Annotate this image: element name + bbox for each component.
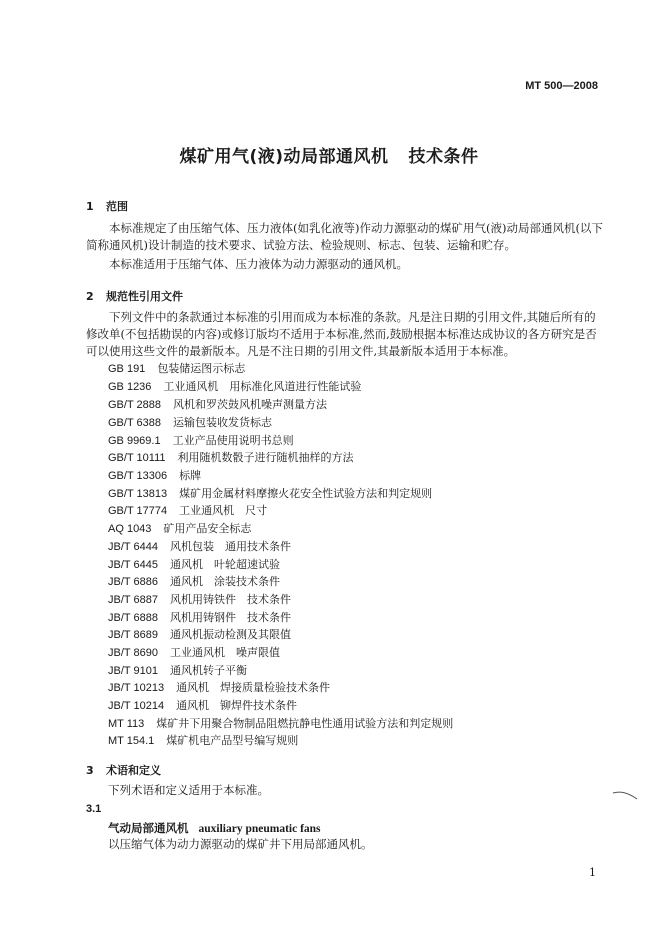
document-title xyxy=(0,142,658,167)
reference-item: JB/T 6444 风机包装 通用技术条件 xyxy=(108,540,291,553)
reference-item: JB/T 6888 风机用铸钢件 技术条件 xyxy=(108,611,291,624)
reference-item: JB/T 10213 通风机 焊接质量检验技术条件 xyxy=(108,681,331,694)
reference-item: GB/T 13306 标牌 xyxy=(108,469,202,482)
reference-item: GB/T 6388 运输包装收发货标志 xyxy=(108,416,272,429)
reference-item: MT 113 煤矿井下用聚合物制品阻燃抗静电性通用试验方法和判定规则 xyxy=(108,717,454,730)
reference-item: JB/T 8689 通风机振动检测及其限值 xyxy=(108,628,291,641)
reference-item: JB/T 6887 风机用铸铁件 技术条件 xyxy=(108,593,291,606)
section-2-heading: 2 规范性引用文件 xyxy=(86,290,183,303)
reference-item: JB/T 10214 通风机 铆焊件技术条件 xyxy=(108,699,298,712)
reference-item: GB 9969.1 工业产品使用说明书总则 xyxy=(108,434,294,447)
term-name xyxy=(108,820,321,836)
section-1-heading: 1 范围 xyxy=(86,200,128,213)
title-main: 煤矿用气(液)动局部通风机 xyxy=(179,147,389,167)
reference-item: JB/T 6445 通风机 叶轮超速试验 xyxy=(108,558,280,571)
reference-item: GB 1236 工业通风机 用标准化风道进行性能试验 xyxy=(108,380,362,393)
standard-code: MT 500—2008 xyxy=(525,80,598,92)
term-definition: 以压缩气体为动力源驱动的煤矿井下用局部通风机。 xyxy=(108,837,373,851)
reference-item: GB/T 10111 利用随机数骰子进行随机抽样的方法 xyxy=(108,451,354,464)
reference-item: AQ 1043 矿用产品安全标志 xyxy=(108,522,252,535)
reference-item: MT 154.1 煤矿机电产品型号编写规则 xyxy=(108,734,299,747)
reference-item: GB 191 包装储运图示标志 xyxy=(108,362,246,375)
term-chinese: 气动局部通风机 xyxy=(108,821,189,835)
reference-item: GB/T 13813 煤矿用金属材料摩擦火花安全性试验方法和判定规则 xyxy=(108,487,433,500)
section-1-para-1: 本标准规定了由压缩气体、压力液体(如乳化液等)作动力源驱动的煤矿用气(液)动局部通风机(以下简称通风机)设计制造的技术要求、试验方法、检验规则、标志、包装、运输和贮存。 xyxy=(86,221,603,252)
reference-item: JB/T 9101 通风机转子平衡 xyxy=(108,664,247,677)
reference-item: GB/T 17774 工业通风机 尺寸 xyxy=(108,504,268,517)
section-3-heading: 3 术语和定义 xyxy=(86,764,161,777)
reference-item: GB/T 2888 风机和罗茨鼓风机噪声测量方法 xyxy=(108,398,327,411)
reference-item: JB/T 8690 工业通风机 噪声限值 xyxy=(108,646,280,659)
term-english: auxiliary pneumatic fans xyxy=(198,823,321,835)
term-number: 3.1 xyxy=(86,803,102,815)
section-2-intro: 下列文件中的条款通过本标准的引用而成为本标准的条款。凡是注日期的引用文件,其随后所有的修改单(不包括勘误的内容)或修订版均不适用于本标准,然而,鼓励根据本标准达成协议的各方研究是否可以使用这些文件的最新版本。凡是不注日期的引用文件,其最新版本适用于本标准。 xyxy=(86,310,597,358)
section-3-intro: 下列术语和定义适用于本标准。 xyxy=(108,783,269,797)
scan-mark xyxy=(612,790,638,800)
section-1-para-2: 本标准适用于压缩气体、压力液体为动力源驱动的通风机。 xyxy=(109,257,408,271)
page-number: 1 xyxy=(589,866,596,879)
reference-item: JB/T 6886 通风机 涂装技术条件 xyxy=(108,575,280,588)
title-sub: 技术条件 xyxy=(408,147,479,167)
